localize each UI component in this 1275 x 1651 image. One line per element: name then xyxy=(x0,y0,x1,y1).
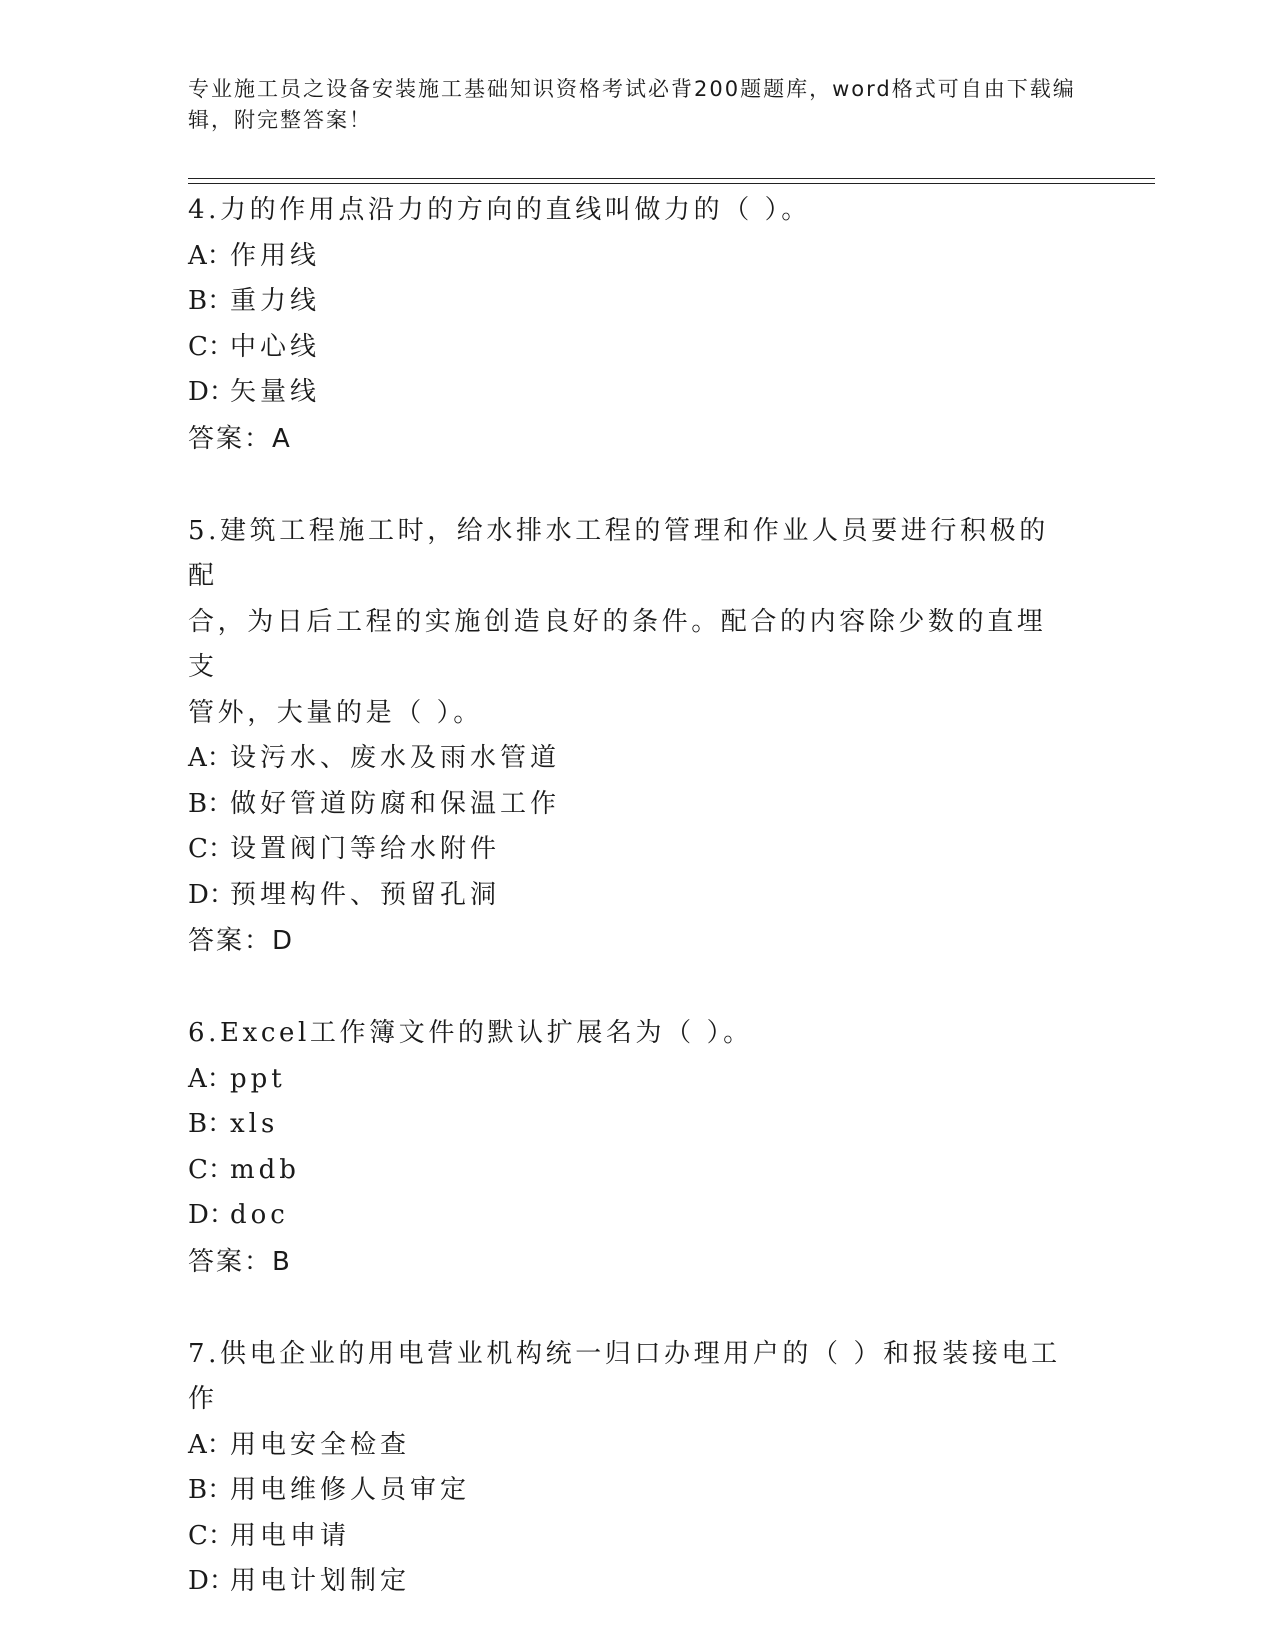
answer-option xyxy=(188,234,1068,280)
answer-key: 答案：A xyxy=(188,423,292,454)
option-letter: B： xyxy=(188,1475,234,1505)
answer-option xyxy=(188,1514,1068,1560)
question-block xyxy=(188,188,1068,463)
answer-option xyxy=(188,279,1068,325)
option-letter: A： xyxy=(188,743,233,773)
option-letter: D： xyxy=(188,377,235,407)
answer-option xyxy=(188,827,1068,873)
question-stem-line: 合，为日后工程的实施创造良好的条件。配合的内容除少数的直埋支 xyxy=(188,606,1047,682)
answer-option xyxy=(188,370,1068,416)
answer-option xyxy=(188,873,1068,919)
answer-option xyxy=(188,1193,1068,1239)
answer-option xyxy=(188,325,1068,371)
header-divider-top xyxy=(188,178,1155,179)
option-letter: A： xyxy=(188,1429,233,1460)
answer-option xyxy=(188,782,1068,828)
option-letter: A： xyxy=(188,1063,233,1094)
answer-option xyxy=(188,1423,1068,1469)
option-text: ppt xyxy=(230,1063,286,1094)
option-letter: B： xyxy=(188,286,234,316)
option-letter: C： xyxy=(188,331,234,362)
question-stem-line: 4.力的作用点沿力的方向的直线叫做力的（ ）。 xyxy=(188,195,811,225)
option-text: 做好管道防腐和保温工作 xyxy=(230,788,561,819)
option-text: 用电申请 xyxy=(230,1520,351,1551)
option-letter: C： xyxy=(188,834,234,864)
answer-option xyxy=(188,1148,1068,1194)
option-letter: D： xyxy=(188,1566,235,1596)
option-letter: D： xyxy=(188,1200,235,1230)
option-text: 预埋构件、预留孔洞 xyxy=(230,879,501,910)
option-text: 矢量线 xyxy=(230,377,321,407)
question-stem-line: 7.供电企业的用电营业机构统一归口办理用户的（ ）和报装接电工作 xyxy=(188,1338,1061,1414)
question-block xyxy=(188,509,1068,966)
question-block xyxy=(188,1332,1068,1605)
answer-key: 答案：B xyxy=(188,1246,292,1277)
option-letter: D： xyxy=(188,879,235,910)
option-text: 重力线 xyxy=(230,286,321,316)
question-stem-line: 6.Excel工作簿文件的默认扩展名为（ ）。 xyxy=(188,1018,753,1048)
option-letter: B： xyxy=(188,1109,234,1139)
answer-option xyxy=(188,1057,1068,1103)
option-text: 中心线 xyxy=(230,331,321,362)
answer-option xyxy=(188,736,1068,782)
option-text: doc xyxy=(230,1200,289,1230)
option-text: 作用线 xyxy=(230,240,321,271)
option-text: 设置阀门等给水附件 xyxy=(230,834,501,864)
option-text: xls xyxy=(230,1109,279,1139)
option-text: 设污水、废水及雨水管道 xyxy=(230,743,561,773)
option-letter: B： xyxy=(188,788,234,819)
option-letter: A： xyxy=(188,240,233,271)
question-stem-line: 5.建筑工程施工时，给水排水工程的管理和作业人员要进行积极的配 xyxy=(188,515,1049,591)
option-text: 用电计划制定 xyxy=(230,1566,411,1596)
answer-option xyxy=(188,1559,1068,1605)
answer-option xyxy=(188,1468,1068,1514)
option-text: 用电安全检查 xyxy=(230,1429,411,1460)
option-text: 用电维修人员审定 xyxy=(230,1475,471,1505)
question-stem-line: 管外，大量的是（ ）。 xyxy=(188,697,483,728)
option-text: mdb xyxy=(230,1154,300,1185)
question-list xyxy=(188,188,1068,1651)
answer-option xyxy=(188,1102,1068,1148)
header-divider-bottom xyxy=(188,183,1155,184)
answer-key: 答案：D xyxy=(188,926,295,956)
option-letter: C： xyxy=(188,1520,234,1551)
question-block xyxy=(188,1011,1068,1286)
document-header: 专业施工员之设备安装施工基础知识资格考试必背200题题库，word格式可自由下载编辑，附完整答案！ xyxy=(188,77,1076,132)
option-letter: C： xyxy=(188,1154,234,1185)
